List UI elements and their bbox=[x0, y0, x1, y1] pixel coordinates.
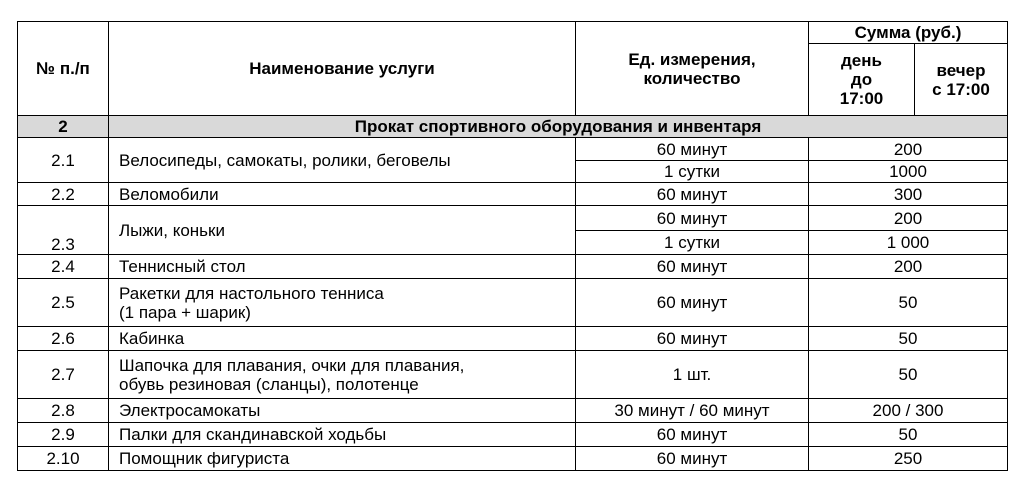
header-evening bbox=[915, 44, 1008, 116]
table-row bbox=[18, 206, 1008, 231]
row-unit: 60 минут bbox=[576, 423, 809, 447]
row-service bbox=[109, 279, 576, 327]
row-unit: 60 минут bbox=[576, 327, 809, 351]
row-unit: 60 минут bbox=[576, 206, 809, 231]
header-num: № п./п bbox=[18, 22, 109, 116]
header-day-line3: 17:00 bbox=[839, 89, 884, 108]
row-service: Лыжи, коньки bbox=[109, 206, 576, 255]
section-row bbox=[18, 116, 1008, 138]
table-row bbox=[18, 351, 1008, 399]
row-num: 2.5 bbox=[18, 279, 109, 327]
row-price: 300 bbox=[809, 183, 1008, 206]
row-num: 2.9 bbox=[18, 423, 109, 447]
header-evening-line2: с 17:00 bbox=[932, 79, 990, 99]
header-row bbox=[18, 22, 1008, 44]
row-unit: 60 минут bbox=[576, 279, 809, 327]
row-price: 50 bbox=[809, 351, 1008, 399]
row-unit: 60 минут bbox=[576, 138, 809, 161]
row-service-line2: (1 пара + шарик) bbox=[119, 302, 251, 322]
row-service: Велосипеды, самокаты, ролики, беговелы bbox=[109, 138, 576, 183]
row-service: Электросамокаты bbox=[109, 399, 576, 423]
section-title: Прокат спортивного оборудования и инвентаря bbox=[109, 116, 1008, 138]
header-day-line1: день bbox=[841, 51, 882, 70]
row-num: 2.4 bbox=[18, 255, 109, 279]
table-row bbox=[18, 183, 1008, 206]
row-num: 2.10 bbox=[18, 447, 109, 471]
section-num: 2 bbox=[18, 116, 109, 138]
price-table bbox=[17, 21, 1008, 471]
row-unit: 1 шт. bbox=[576, 351, 809, 399]
table-row bbox=[18, 447, 1008, 471]
row-service: Теннисный стол bbox=[109, 255, 576, 279]
row-unit: 1 сутки bbox=[576, 161, 809, 183]
row-service bbox=[109, 351, 576, 399]
row-price: 250 bbox=[809, 447, 1008, 471]
row-service-line2: обувь резиновая (сланцы), полотенце bbox=[119, 374, 419, 394]
table-row bbox=[18, 327, 1008, 351]
row-num: 2.7 bbox=[18, 351, 109, 399]
table-row bbox=[18, 255, 1008, 279]
table-row bbox=[18, 423, 1008, 447]
row-service-line1: Ракетки для настольного тенниса bbox=[119, 283, 384, 303]
row-price: 200 bbox=[809, 255, 1008, 279]
row-unit: 30 минут / 60 минут bbox=[576, 399, 809, 423]
row-price: 200 / 300 bbox=[809, 399, 1008, 423]
row-price: 50 bbox=[809, 279, 1008, 327]
row-service: Веломобили bbox=[109, 183, 576, 206]
row-unit: 1 сутки bbox=[576, 231, 809, 255]
row-num: 2.2 bbox=[18, 183, 109, 206]
row-num: 2.3 bbox=[18, 206, 109, 255]
row-unit: 60 минут bbox=[576, 447, 809, 471]
row-num: 2.6 bbox=[18, 327, 109, 351]
row-price: 1 000 bbox=[809, 231, 1008, 255]
row-num: 2.8 bbox=[18, 399, 109, 423]
header-day-line2: до bbox=[850, 70, 873, 89]
row-price: 200 bbox=[809, 206, 1008, 231]
row-service: Палки для скандинавской ходьбы bbox=[109, 423, 576, 447]
row-service-line1: Шапочка для плавания, очки для плавания, bbox=[119, 355, 465, 375]
row-num: 2.1 bbox=[18, 138, 109, 183]
header-evening-line1: вечер bbox=[936, 60, 986, 80]
row-price: 50 bbox=[809, 327, 1008, 351]
table-row bbox=[18, 138, 1008, 161]
header-service: Наименование услуги bbox=[109, 22, 576, 116]
row-service: Помощник фигуриста bbox=[109, 447, 576, 471]
header-sum: Сумма (руб.) bbox=[809, 22, 1008, 44]
table-row bbox=[18, 279, 1008, 327]
row-price: 200 bbox=[809, 138, 1008, 161]
header-unit: Ед. измерения, количество bbox=[576, 22, 809, 116]
row-unit: 60 минут bbox=[576, 255, 809, 279]
row-price: 1000 bbox=[809, 161, 1008, 183]
table-row bbox=[18, 399, 1008, 423]
row-service: Кабинка bbox=[109, 327, 576, 351]
header-day bbox=[809, 44, 915, 116]
row-unit: 60 минут bbox=[576, 183, 809, 206]
row-price: 50 bbox=[809, 423, 1008, 447]
